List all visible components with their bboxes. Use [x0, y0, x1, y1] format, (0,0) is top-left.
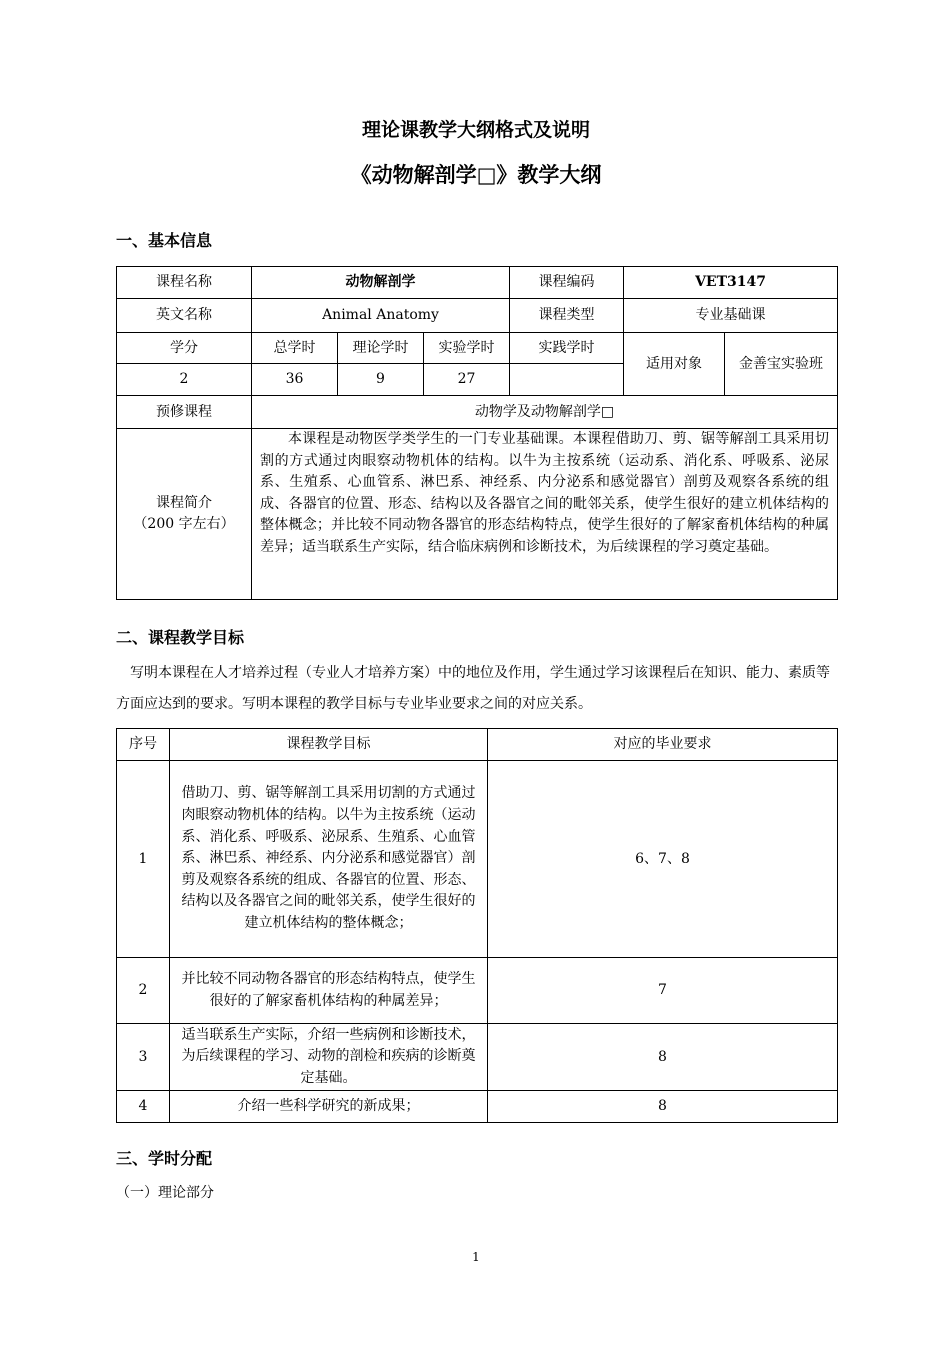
section-heading-basic-info: 一、基本信息 [116, 231, 213, 250]
col-header-requirement: 对应的毕业要求 [488, 729, 838, 761]
row-requirement: 8 [488, 1091, 838, 1123]
course-syllabus-title: 《动物解剖学□》教学大纲 [350, 163, 602, 187]
course-type-value: 专业基础课 [624, 299, 838, 333]
table-row [117, 761, 838, 958]
document-title: 理论课教学大纲格式及说明 [361, 119, 590, 141]
total-hours-value: 36 [252, 364, 338, 396]
course-name-value: 动物解剖学 [252, 267, 510, 299]
prereq-label: 预修课程 [117, 396, 252, 429]
goals-description: 写明本课程在人才培养过程（专业人才培养方案）中的地位及作用，学生通过学习该课程后在知识、能力、素质等方面应达到的要求。写明本课程的教学目标与专业毕业要求之间的对应关系。 [116, 665, 830, 712]
audience-label: 适用对象 [624, 333, 725, 396]
credit-label: 学分 [117, 333, 252, 364]
section-heading-goals: 二、课程教学目标 [116, 628, 245, 647]
practice-hours-value [510, 364, 624, 396]
course-type-label: 课程类型 [510, 299, 624, 333]
lab-hours-label: 实验学时 [424, 333, 510, 364]
theory-hours-value: 9 [338, 364, 424, 396]
col-header-goal: 课程教学目标 [170, 729, 488, 761]
table-row [117, 958, 838, 1024]
basic-info-table [116, 266, 838, 600]
goals-table [116, 728, 838, 1123]
theory-hours-label: 理论学时 [338, 333, 424, 364]
course-code-label: 课程编码 [510, 267, 624, 299]
practice-hours-label: 实践学时 [510, 333, 624, 364]
total-hours-label: 总学时 [252, 333, 338, 364]
table-row [117, 1024, 838, 1091]
row-requirement: 8 [488, 1024, 838, 1091]
col-header-no: 序号 [117, 729, 170, 761]
row-goal: 借助刀、剪、锯等解剖工具采用切割的方式通过肉眼察动物机体的结构。以牛为主按系统（运动系、消化系、呼吸系、泌尿系、生殖系、心血管系、淋巴系、神经系、内分泌系和感觉器官）剖剪及观察各系统的组成、各器官的位置、形态、结构以及各器官之间的毗邻关系，使学生很好的建立机体结构的整体概念； [170, 761, 488, 958]
credit-value: 2 [117, 364, 252, 396]
row-requirement: 6、7、8 [488, 761, 838, 958]
intro-label-cell [117, 429, 252, 600]
intro-label: 课程简介 [156, 495, 212, 511]
row-requirement: 7 [488, 958, 838, 1024]
table-row [117, 1091, 838, 1123]
row-goal: 适当联系生产实际，介绍一些病例和诊断技术，为后续课程的学习、动物的剖检和疾病的诊断奠定基础。 [170, 1024, 488, 1091]
english-name-value: Animal Anatomy [252, 299, 510, 333]
prereq-value: 动物学及动物解剖学□ [252, 396, 838, 429]
subsection-theory: （一）理论部分 [116, 1185, 214, 1201]
row-no: 1 [117, 761, 170, 958]
intro-text: 本课程是动物医学类学生的一门专业基础课。本课程借助刀、剪、锯等解剖工具采用切割的方式通过肉眼察动物机体的结构。以牛为主按系统（运动系、消化系、呼吸系、泌尿系、生殖系、心血管系、淋巴系、神经系、内分泌系和感觉器官）剖剪及观察各系统的组成、各器官的位置、形态、结构以及各器官之间的毗邻关系，使学生很好的建立机体结构的整体概念；并比较不同动物各器官的形态结构特点，使学生很好的了解家畜机体结构的种属差异；适当联系生产实际，结合临床病例和诊断技术，为后续课程的学习奠定基础。 [252, 429, 838, 600]
audience-value: 金善宝实验班 [725, 333, 838, 396]
row-no: 2 [117, 958, 170, 1024]
page-number: 1 [472, 1250, 480, 1264]
intro-label-note: （200 字左右） [133, 516, 235, 532]
row-goal: 并比较不同动物各器官的形态结构特点，使学生很好的了解家畜机体结构的种属差异； [170, 958, 488, 1024]
row-no: 4 [117, 1091, 170, 1123]
row-no: 3 [117, 1024, 170, 1091]
row-goal: 介绍一些科学研究的新成果； [170, 1091, 488, 1123]
course-code-value: VET3147 [624, 267, 838, 299]
section-heading-hours: 三、学时分配 [116, 1149, 213, 1168]
course-name-label: 课程名称 [117, 267, 252, 299]
english-name-label: 英文名称 [117, 299, 252, 333]
lab-hours-value: 27 [424, 364, 510, 396]
